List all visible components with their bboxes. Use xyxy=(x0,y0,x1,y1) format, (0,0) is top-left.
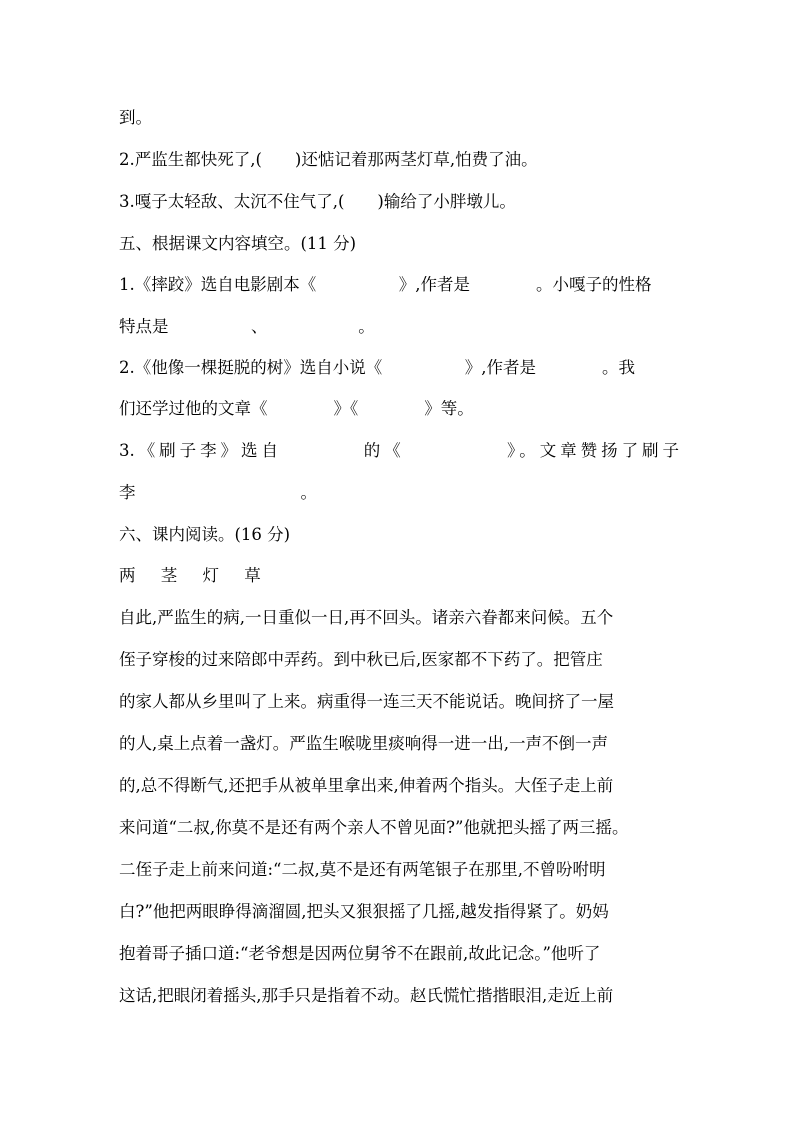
passage-line-9: 抱着哥子插口道:“老爷想是因两位舅爷不在跟前,故此记念。”他听了 xyxy=(119,944,601,963)
passage-line-5: 的,总不得断气,还把手从被单里拿出来,伸着两个指头。大侄子走上前 xyxy=(119,776,614,795)
fill-in-1-line-1: 1.《摔跤》选自电影剧本《 》,作者是 。小嘎子的性格 xyxy=(119,275,652,294)
passage-line-6: 来问道“二叔,你莫不是还有两个亲人不曾见面?”他就把头摇了两三摇。 xyxy=(119,818,629,837)
question-2: 2.严监生都快死了,( )还惦记着那两茎灯草,怕费了油。 xyxy=(119,150,538,169)
passage-line-8: 白?”他把两眼睁得滴溜圆,把头又狠狠摇了几摇,越发指得紧了。奶妈 xyxy=(119,902,609,921)
text-line-1: 到。 xyxy=(119,108,152,127)
passage-line-4: 的人,桌上点着一盏灯。严监生喉咙里痰响得一进一出,一声不倒一声 xyxy=(119,734,608,753)
passage-line-2: 侄子穿梭的过来陪郎中弄药。到中秋已后,医家都不下药了。把管庄 xyxy=(119,650,603,669)
passage-title: 两 茎 灯 草 xyxy=(119,566,271,585)
section-6-heading: 六、课内阅读。(16 分) xyxy=(119,525,291,544)
passage-line-10: 这话,把眼闭着摇头,那手只是指着不动。赵氏慌忙揩揩眼泪,走近上前 xyxy=(119,986,614,1005)
passage-line-7: 二侄子走上前来问道:“二叔,莫不是还有两笔银子在那里,不曾吩咐明 xyxy=(119,860,606,879)
fill-in-2-line-1: 2.《他像一棵挺脱的树》选自小说《 》,作者是 。我 xyxy=(119,358,635,377)
passage-line-1: 自此,严监生的病,一日重似一日,再不回头。诸亲六眷都来问候。五个 xyxy=(119,608,614,627)
passage-line-3: 的家人都从乡里叫了上来。病重得一连三天不能说话。晚间挤了一屋 xyxy=(119,692,614,711)
fill-in-3-line-2: 李 。 xyxy=(119,483,317,502)
fill-in-3-line-1: 3.《刷子李》选自 的《 》。文章赞扬了刷子 xyxy=(119,441,679,460)
fill-in-1-line-2: 特点是 、 。 xyxy=(119,317,375,336)
fill-in-2-line-2: 们还学过他的文章《 》《 》等。 xyxy=(119,399,474,418)
question-3: 3.嘎子太轻敌、太沉不住气了,( )输给了小胖墩儿。 xyxy=(119,192,516,211)
section-5-heading: 五、根据课文内容填空。(11 分) xyxy=(119,234,357,253)
